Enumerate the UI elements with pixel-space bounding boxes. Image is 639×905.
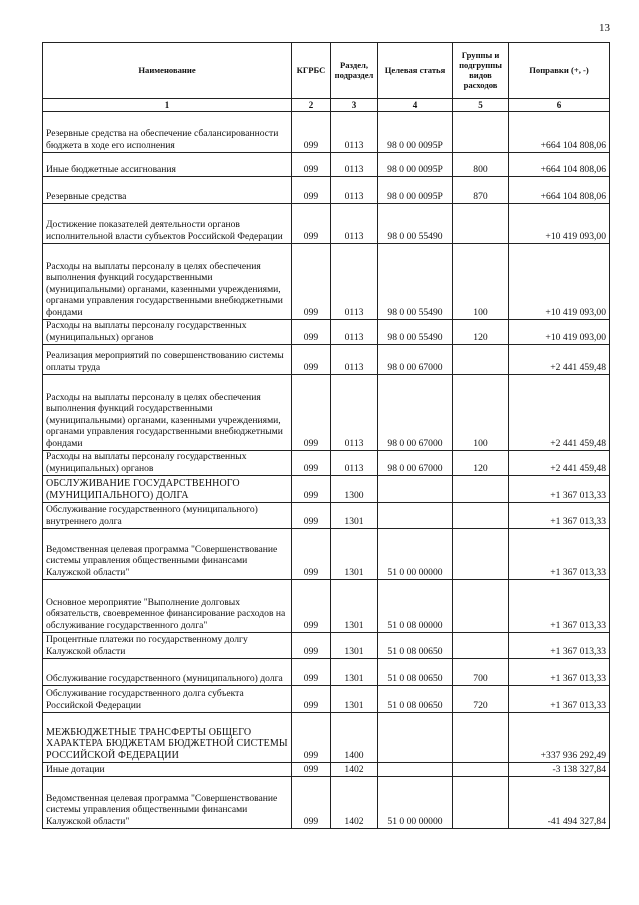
- row-name: Обслуживание государственного долга субъекта Российской Федерации: [43, 686, 292, 713]
- row-name: Реализация мероприятий по совершенствованию системы оплаты труда: [43, 345, 292, 375]
- row-article: 98 0 00 67000: [378, 451, 453, 476]
- row-group: [453, 763, 509, 777]
- table-row: [43, 633, 610, 659]
- table-row: [43, 451, 610, 476]
- row-group: 720: [453, 686, 509, 713]
- header-article: Целевая статья: [378, 43, 453, 99]
- row-section: 1301: [331, 529, 378, 580]
- row-section: 1301: [331, 686, 378, 713]
- row-kgrbs: 099: [292, 777, 331, 829]
- column-number: 5: [453, 99, 509, 112]
- table-row: [43, 112, 610, 153]
- row-group: [453, 633, 509, 659]
- table-row: [43, 529, 610, 580]
- row-section: 1300: [331, 476, 378, 503]
- row-amount: +1 367 013,33: [509, 633, 610, 659]
- row-kgrbs: 099: [292, 659, 331, 686]
- row-section: 0113: [331, 320, 378, 345]
- row-amount: +664 104 808,06: [509, 112, 610, 153]
- row-article: 98 0 00 67000: [378, 345, 453, 375]
- row-article: [378, 476, 453, 503]
- row-name: Ведомственная целевая программа "Совершенствование системы управления общественными финансами Калужской области": [43, 777, 292, 829]
- row-amount: -41 494 327,84: [509, 777, 610, 829]
- row-name: Иные бюджетные ассигнования: [43, 153, 292, 177]
- row-name: Процентные платежи по государственному долгу Калужской области: [43, 633, 292, 659]
- row-group: 100: [453, 244, 509, 320]
- row-name: Обслуживание государственного (муниципального) внутреннего долга: [43, 503, 292, 529]
- table-row: [43, 763, 610, 777]
- row-name: Расходы на выплаты персоналу государственных (муниципальных) органов: [43, 320, 292, 345]
- row-article: [378, 503, 453, 529]
- row-kgrbs: 099: [292, 503, 331, 529]
- table-row: [43, 659, 610, 686]
- header-section: Раздел, подраздел: [331, 43, 378, 99]
- column-number: 1: [43, 99, 292, 112]
- row-amount: +1 367 013,33: [509, 476, 610, 503]
- row-group: [453, 777, 509, 829]
- row-section: 1301: [331, 503, 378, 529]
- row-kgrbs: 099: [292, 580, 331, 633]
- row-article: [378, 763, 453, 777]
- row-amount: +10 419 093,00: [509, 204, 610, 244]
- budget-amendments-table: [42, 42, 610, 829]
- row-article: 51 0 00 00000: [378, 529, 453, 580]
- row-article: 51 0 08 00650: [378, 659, 453, 686]
- row-group: [453, 580, 509, 633]
- row-group: 120: [453, 451, 509, 476]
- row-article: [378, 713, 453, 763]
- row-section: 0113: [331, 375, 378, 451]
- row-kgrbs: 099: [292, 529, 331, 580]
- row-amount: +1 367 013,33: [509, 529, 610, 580]
- row-article: 51 0 08 00000: [378, 580, 453, 633]
- row-group: 800: [453, 153, 509, 177]
- row-article: 51 0 00 00000: [378, 777, 453, 829]
- row-section: 0113: [331, 204, 378, 244]
- row-group: [453, 529, 509, 580]
- table-row: [43, 777, 610, 829]
- row-kgrbs: 099: [292, 244, 331, 320]
- row-section: 0113: [331, 451, 378, 476]
- row-section: 0113: [331, 112, 378, 153]
- row-kgrbs: 099: [292, 320, 331, 345]
- column-number: 6: [509, 99, 610, 112]
- table-row: [43, 686, 610, 713]
- table-header-row: [43, 43, 610, 99]
- row-kgrbs: 099: [292, 476, 331, 503]
- table-row: [43, 503, 610, 529]
- table-row: [43, 204, 610, 244]
- page-number: 13: [599, 22, 610, 34]
- table-row: [43, 345, 610, 375]
- row-name: Резервные средства на обеспечение сбалансированности бюджета в ходе его исполнения: [43, 112, 292, 153]
- row-article: 98 0 00 0095P: [378, 177, 453, 204]
- row-article: 98 0 00 67000: [378, 375, 453, 451]
- row-article: 98 0 00 55490: [378, 204, 453, 244]
- row-section: 1301: [331, 633, 378, 659]
- row-group: 120: [453, 320, 509, 345]
- row-section: 0113: [331, 177, 378, 204]
- row-amount: +337 936 292,49: [509, 713, 610, 763]
- row-section: 1402: [331, 777, 378, 829]
- row-group: 100: [453, 375, 509, 451]
- row-amount: +2 441 459,48: [509, 375, 610, 451]
- header-amount: Поправки (+, -): [509, 43, 610, 99]
- row-article: 98 0 00 0095P: [378, 153, 453, 177]
- row-name: Ведомственная целевая программа "Совершенствование системы управления общественными финансами Калужской области": [43, 529, 292, 580]
- row-article: 98 0 00 0095P: [378, 112, 453, 153]
- header-name: Наименование: [43, 43, 292, 99]
- row-amount: +10 419 093,00: [509, 244, 610, 320]
- column-number: 3: [331, 99, 378, 112]
- row-group: [453, 713, 509, 763]
- row-section: 1400: [331, 713, 378, 763]
- row-name: Расходы на выплаты персоналу в целях обеспечения выполнения функций государственными (муниципальными) органами, казенными учреждениями, органами управления государственными внебюджетными фондами: [43, 375, 292, 451]
- row-amount: +10 419 093,00: [509, 320, 610, 345]
- column-number: 4: [378, 99, 453, 112]
- row-amount: +2 441 459,48: [509, 451, 610, 476]
- row-kgrbs: 099: [292, 375, 331, 451]
- row-amount: +1 367 013,33: [509, 659, 610, 686]
- row-name: Достижение показателей деятельности органов исполнительной власти субъектов Российской Федерации: [43, 204, 292, 244]
- row-section: 0113: [331, 244, 378, 320]
- row-kgrbs: 099: [292, 633, 331, 659]
- row-article: 98 0 00 55490: [378, 244, 453, 320]
- row-group: [453, 345, 509, 375]
- row-name: ОБСЛУЖИВАНИЕ ГОСУДАРСТВЕННОГО (МУНИЦИПАЛЬНОГО) ДОЛГА: [43, 476, 292, 503]
- row-group: [453, 476, 509, 503]
- row-article: 98 0 00 55490: [378, 320, 453, 345]
- row-article: 51 0 08 00650: [378, 633, 453, 659]
- row-group: 700: [453, 659, 509, 686]
- row-group: 870: [453, 177, 509, 204]
- row-section: 1402: [331, 763, 378, 777]
- row-name: Обслуживание государственного (муниципального) долга: [43, 659, 292, 686]
- row-kgrbs: 099: [292, 112, 331, 153]
- row-kgrbs: 099: [292, 204, 331, 244]
- row-kgrbs: 099: [292, 177, 331, 204]
- row-kgrbs: 099: [292, 451, 331, 476]
- row-kgrbs: 099: [292, 763, 331, 777]
- table-row: [43, 153, 610, 177]
- row-amount: +1 367 013,33: [509, 686, 610, 713]
- row-group: [453, 503, 509, 529]
- row-name: Расходы на выплаты персоналу в целях обеспечения выполнения функций государственными (муниципальными) органами, казенными учреждениями, органами управления государственными внебюджетными фондами: [43, 244, 292, 320]
- row-amount: +1 367 013,33: [509, 580, 610, 633]
- row-name: Иные дотации: [43, 763, 292, 777]
- table-row: [43, 476, 610, 503]
- header-group: Группы и подгруппы видов расходов: [453, 43, 509, 99]
- row-kgrbs: 099: [292, 686, 331, 713]
- row-group: [453, 204, 509, 244]
- table-row: [43, 177, 610, 204]
- column-number-row: [43, 99, 610, 112]
- row-kgrbs: 099: [292, 153, 331, 177]
- table-row: [43, 320, 610, 345]
- row-section: 1301: [331, 580, 378, 633]
- table-row: [43, 713, 610, 763]
- row-amount: -3 138 327,84: [509, 763, 610, 777]
- row-group: [453, 112, 509, 153]
- header-kgrbs: КГРБС: [292, 43, 331, 99]
- row-amount: +1 367 013,33: [509, 503, 610, 529]
- row-name: Резервные средства: [43, 177, 292, 204]
- row-amount: +664 104 808,06: [509, 153, 610, 177]
- row-name: МЕЖБЮДЖЕТНЫЕ ТРАНСФЕРТЫ ОБЩЕГО ХАРАКТЕРА БЮДЖЕТАМ БЮДЖЕТНОЙ СИСТЕМЫ РОССИЙСКОЙ ФЕДЕРАЦИИ: [43, 713, 292, 763]
- column-number: 2: [292, 99, 331, 112]
- row-amount: +664 104 808,06: [509, 177, 610, 204]
- row-article: 51 0 08 00650: [378, 686, 453, 713]
- table-row: [43, 580, 610, 633]
- row-section: 1301: [331, 659, 378, 686]
- row-name: Основное мероприятие "Выполнение долговых обязательств, своевременное финансирование расходов на обслуживание государственного долга": [43, 580, 292, 633]
- row-kgrbs: 099: [292, 345, 331, 375]
- row-section: 0113: [331, 345, 378, 375]
- row-kgrbs: 099: [292, 713, 331, 763]
- row-amount: +2 441 459,48: [509, 345, 610, 375]
- table-row: [43, 244, 610, 320]
- row-name: Расходы на выплаты персоналу государственных (муниципальных) органов: [43, 451, 292, 476]
- row-section: 0113: [331, 153, 378, 177]
- table-row: [43, 375, 610, 451]
